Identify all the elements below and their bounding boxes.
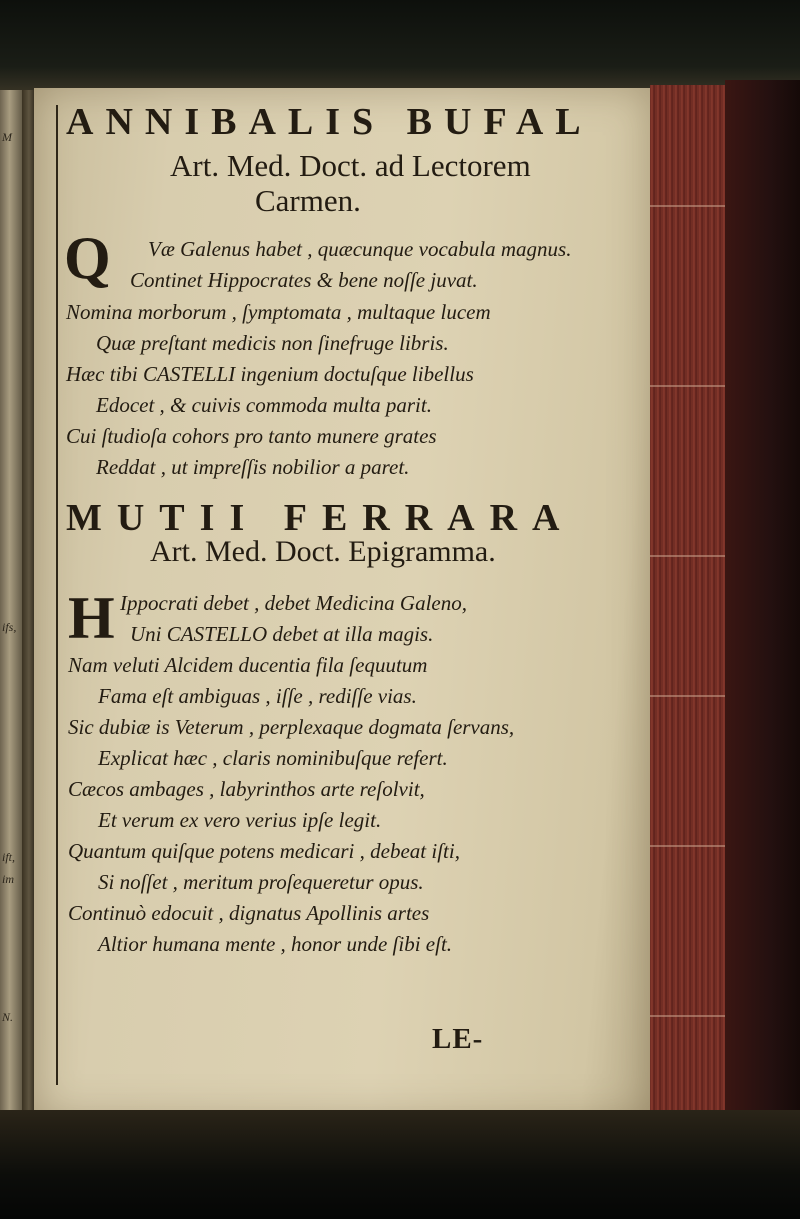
poem1-line: Reddat , ut impreſſis nobilior a paret. (96, 455, 410, 479)
poem2-line: Ippocrati debet , debet Medicina Galeno, (120, 591, 467, 615)
poem2-line: Continuò edocuit , dignatus Apollinis artes (68, 901, 430, 925)
printed-rule (56, 105, 58, 1085)
poem2-line: Nam veluti Alcidem ducentia fila ſequutum (68, 653, 428, 677)
poem1-line: Hæc tibi CASTELLI ingenium doctuſque libellus (66, 362, 474, 386)
poem2-subtitle: Art. Med. Doct. Epigramma. (150, 535, 496, 568)
poem2-drop-initial: H (68, 585, 115, 651)
poem2-line: Quantum quiſque potens medicari , debeat iſti, (68, 839, 460, 863)
facing-page-edge (0, 90, 24, 1120)
poem1-line: Cui ſtudioſa cohors pro tanto munere grates (66, 424, 437, 448)
poem1-line: Væ Galenus habet , quæcunque vocabula magnus. (148, 237, 572, 261)
red-page-edges (650, 85, 725, 1125)
bottom-background (0, 1110, 800, 1219)
poem2-line: Explicat hæc , claris nominibuſque refert. (98, 746, 448, 770)
poem1-line: Continet Hippocrates & bene noſſe juvat. (130, 268, 478, 292)
margin-fragment: im (2, 872, 14, 886)
poem2-line: Sic dubiæ is Veterum , perplexaque dogmata ſervans, (68, 715, 515, 739)
margin-fragment: ift, (2, 850, 16, 864)
margin-fragment: N. (2, 1010, 14, 1024)
book-cover-board (725, 80, 800, 1120)
poem1-line: Nomina morborum , ſymptomata , multaque lucem (66, 300, 491, 324)
top-background (0, 0, 800, 95)
poem1-subtitle-carmen: Carmen. (255, 183, 361, 218)
poem2-line: Altior humana mente , honor unde ſibi eſt. (98, 932, 453, 956)
poem2-line: Uni CASTELLO debet at illa magis. (130, 622, 434, 646)
poem2-line: Fama eſt ambiguas , iſſe , rediſſe vias. (98, 684, 417, 708)
margin-fragment: ifs, (2, 620, 17, 634)
poem1-line: Edocet , & cuivis commoda multa parit. (96, 393, 432, 417)
poem2-line: Cæcos ambages , labyrinthos arte reſolvit, (68, 777, 425, 801)
poem1-subtitle: Art. Med. Doct. ad Lectorem (170, 148, 531, 183)
margin-fragment: M (2, 130, 12, 144)
poem2-line: Si noſſet , meritum proſequeretur opus. (98, 870, 424, 894)
poem2-author-heading: MUTII FERRARA (66, 497, 575, 539)
poem1-drop-initial: Q (64, 225, 111, 291)
poem1-line: Quæ preſtant medicis non ſinefruge libris. (96, 331, 449, 355)
poem2-line: Et verum ex vero verius ipſe legit. (98, 808, 382, 832)
poem1-author-heading: ANNIBALIS BUFAL (66, 101, 593, 143)
catchword: LE- (432, 1023, 484, 1055)
